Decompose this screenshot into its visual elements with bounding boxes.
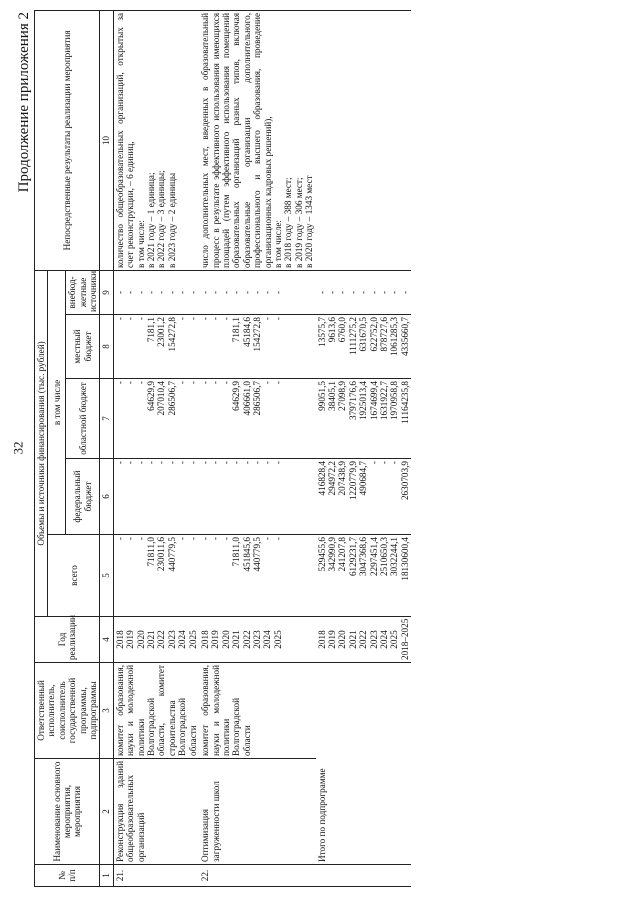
empty-cell <box>316 10 412 270</box>
column-number: 10 <box>100 10 113 270</box>
year-list-value: 2023 <box>166 630 177 649</box>
local-list-value: - <box>187 317 198 321</box>
extrabudget-list-value: - <box>210 290 221 294</box>
extrabudget-list-value: - <box>231 290 242 294</box>
extrabudget-list-value: - <box>368 290 379 294</box>
total-list-value: - <box>125 537 136 541</box>
extrabudget-list-value: - <box>125 290 136 294</box>
table-row <box>113 10 199 886</box>
regional-list-value: 1925013,4 <box>358 381 369 421</box>
total-list-value: - <box>114 537 125 541</box>
result-line: в том числе: <box>272 220 283 268</box>
regional-list-value: 11164235,8 <box>399 381 410 424</box>
appendix-label: Продолжение приложения 2 <box>16 12 32 193</box>
subtotal-label: Итого по подпрограмме <box>316 663 412 865</box>
local-list-value: 9613,6 <box>326 317 337 343</box>
local-list-value: 631670,5 <box>358 317 369 352</box>
header-funding: Объемы и источники финансирования (тыс. рублей) <box>35 270 48 616</box>
year-list-value: 2025 <box>272 630 283 649</box>
column-number: 3 <box>100 663 113 759</box>
result-line: количество общеобразовательных организаций, открытых за счет реконструкции, – 6 единиц, <box>114 12 136 268</box>
column-number-row <box>100 10 113 886</box>
year-list-value: 2025 <box>187 630 198 649</box>
local-list-value: - <box>125 317 136 321</box>
regional-list <box>199 379 315 459</box>
total-list <box>113 535 199 617</box>
total-list-value: 3047368,6 <box>358 537 369 577</box>
result-line: число дополнительных мест, введенных в образовательный процесс в результате эффективного использования имеющихся площадей (путем эффективного использования помещений образовательных организаций разных типов, включая образовательные организации дополнительного, профессионального и высшего образования, проведение организационных кадровых решений), <box>200 12 273 268</box>
extrabudget-list-value: - <box>241 290 252 294</box>
regional-list-value: 207010,4 <box>156 381 167 416</box>
rotated-page <box>10 8 620 893</box>
total-list-value: 6129231,7 <box>347 537 358 577</box>
federal-list-value: - <box>166 461 177 465</box>
total-list-value: 440779,5 <box>166 537 177 572</box>
local-list-value: 878727,6 <box>378 317 389 352</box>
total-list-value: 2510650,3 <box>378 537 389 577</box>
column-number: 1 <box>100 865 113 887</box>
extrabudget-list-value: - <box>177 290 188 294</box>
total-list-value: 529455,6 <box>316 537 327 572</box>
local-list-value: 622752,0 <box>368 317 379 352</box>
extrabudget-list-value: - <box>316 290 327 294</box>
regional-list-value: - <box>262 381 273 385</box>
activity-name: Оптимизация загруженности школ <box>199 759 315 865</box>
federal-list-value: - <box>378 461 389 465</box>
total-list-value: 241207,8 <box>337 537 348 572</box>
funding-table <box>34 10 411 887</box>
total-list-value: - <box>272 537 283 541</box>
total-list-value: - <box>220 537 231 541</box>
regional-list-value: - <box>125 381 136 385</box>
extrabudget-list-value: - <box>378 290 389 294</box>
federal-list-value: 207438,9 <box>337 461 348 496</box>
regional-list-value: - <box>177 381 188 385</box>
extrabudget-list-value: - <box>262 290 273 294</box>
regional-list-value: - <box>187 381 198 385</box>
year-list-value: 2024 <box>378 630 389 649</box>
extrabudget-list <box>199 270 315 314</box>
extrabudget-list <box>316 270 412 314</box>
federal-list-value: 416828,4 <box>316 461 327 496</box>
total-list-value: 71811,0 <box>231 537 242 567</box>
total-list-value: 440779,5 <box>252 537 263 572</box>
federal-list-value: - <box>272 461 283 465</box>
regional-list-value: 64629,9 <box>146 381 157 411</box>
federal-list-value: - <box>114 461 125 465</box>
year-list-value: 2022 <box>358 630 369 649</box>
empty-cell <box>316 865 412 887</box>
local-list <box>113 315 199 379</box>
header-year: Год реализации <box>35 617 100 663</box>
row-number: 21. <box>113 865 199 887</box>
extrabudget-list-value: - <box>252 290 263 294</box>
year-list-value: 2022 <box>241 630 252 649</box>
subtotal-row <box>316 10 412 886</box>
header-results: Непосредственные результаты реализации мероприятия <box>35 10 100 270</box>
federal-list-value: - <box>146 461 157 465</box>
row-number: 22. <box>199 865 315 887</box>
column-number: 4 <box>100 617 113 663</box>
column-number: 9 <box>100 270 113 314</box>
year-list-value: 2022 <box>156 630 167 649</box>
local-list-value: 1061285,3 <box>389 317 400 357</box>
local-list-value: - <box>177 317 188 321</box>
total-list-value: - <box>135 537 146 541</box>
total-list-value: 71811,0 <box>146 537 157 567</box>
total-list-value: - <box>177 537 188 541</box>
regional-list-value: - <box>220 381 231 385</box>
result-line: в том числе: <box>135 220 146 268</box>
extrabudget-list-value: - <box>326 290 337 294</box>
results <box>113 10 199 270</box>
extrabudget-list <box>113 270 199 314</box>
year-list-value: 2023 <box>252 630 263 649</box>
year-list <box>199 617 315 663</box>
result-line: в 2023 году – 2 единицы <box>166 172 177 268</box>
local-list-value: - <box>220 317 231 321</box>
column-number: 8 <box>100 315 113 379</box>
federal-list-value: - <box>368 461 379 465</box>
federal-list-value: - <box>210 461 221 465</box>
year-list-value: 2018 <box>114 630 125 649</box>
total-list-value: - <box>210 537 221 541</box>
federal-list-value: - <box>241 461 252 465</box>
federal-list-value: - <box>262 461 273 465</box>
total-list-value: - <box>262 537 273 541</box>
local-list-value: - <box>200 317 211 321</box>
regional-list <box>316 379 412 459</box>
federal-list-value: 2630703,9 <box>399 461 410 501</box>
extrabudget-list-value: - <box>187 290 198 294</box>
regional-list-value: 1631922,7 <box>378 381 389 421</box>
regional-list-value: 1674699,4 <box>368 381 379 421</box>
result-line: в 2018 году – 388 мест; <box>283 177 294 268</box>
extrabudget-list-value: - <box>200 290 211 294</box>
table-row <box>199 10 315 886</box>
year-list-value: 2018–2025 <box>399 618 410 660</box>
extrabudget-list-value: - <box>399 290 410 294</box>
regional-list-value: 406661,0 <box>241 381 252 416</box>
total-list <box>316 535 412 617</box>
local-list-value: - <box>262 317 273 321</box>
year-list-value: 2019 <box>125 630 136 649</box>
local-list-value: 7181,1 <box>146 317 157 343</box>
federal-list <box>199 459 315 535</box>
federal-list <box>113 459 199 535</box>
regional-list-value: 38405,1 <box>326 381 337 411</box>
local-list-value: - <box>272 317 283 321</box>
federal-list-value: 294972,2 <box>326 461 337 496</box>
extrabudget-list-value: - <box>358 290 369 294</box>
total-list-value: 342990,9 <box>326 537 337 572</box>
header-local: местный бюджет <box>66 315 100 379</box>
federal-list-value: - <box>231 461 242 465</box>
extrabudget-list-value: - <box>156 290 167 294</box>
year-list-value: 2020 <box>337 630 348 649</box>
header-federal: федеральный бюджет <box>66 459 100 535</box>
total-list-value: - <box>200 537 211 541</box>
extrabudget-list-value: - <box>272 290 283 294</box>
federal-list-value: - <box>220 461 231 465</box>
federal-list-value: - <box>135 461 146 465</box>
year-list-value: 2025 <box>389 630 400 649</box>
federal-list-value: - <box>252 461 263 465</box>
regional-list-value: 1970958,8 <box>389 381 400 421</box>
federal-list-value: 490684,7 <box>358 461 369 496</box>
local-list <box>316 315 412 379</box>
header-num: № п/п <box>35 865 100 887</box>
extrabudget-list-value: - <box>337 290 348 294</box>
header-extrabudget: внебюд-жетные источники <box>66 270 100 314</box>
regional-list <box>113 379 199 459</box>
executor: комитет образования, науки и молодежной политики Волгоградской области <box>199 663 315 759</box>
column-number: 7 <box>100 379 113 459</box>
total-list <box>199 535 315 617</box>
results <box>199 10 315 270</box>
local-list-value: 154272,8 <box>166 317 177 352</box>
local-list-value: 23001,2 <box>156 317 167 347</box>
local-list-value: 154272,8 <box>252 317 263 352</box>
extrabudget-list-value: - <box>146 290 157 294</box>
local-list-value: 45184,6 <box>241 317 252 347</box>
header-total: всего <box>48 535 100 617</box>
regional-list-value: 27098,9 <box>337 381 348 411</box>
year-list-value: 2019 <box>210 630 221 649</box>
total-list-value: 230011,6 <box>156 537 167 572</box>
year-list <box>316 617 412 663</box>
total-list-value: 2297451,4 <box>368 537 379 577</box>
federal-list-value: - <box>200 461 211 465</box>
regional-list-value: - <box>272 381 283 385</box>
total-list-value: 451845,6 <box>241 537 252 572</box>
local-list-value: - <box>210 317 221 321</box>
year-list <box>113 617 199 663</box>
header-including: в том числе <box>48 270 66 534</box>
year-list-value: 2018 <box>316 630 327 649</box>
local-list-value: 6760,0 <box>337 317 348 343</box>
activity-name: Реконструкция зданий общеобразовательных организаций <box>113 759 199 865</box>
federal-list-value: - <box>156 461 167 465</box>
year-list-value: 2020 <box>220 630 231 649</box>
page-number: 32 <box>10 441 26 455</box>
total-list-value: 3032244,1 <box>389 537 400 577</box>
total-list-value: - <box>187 537 198 541</box>
federal-list-value: - <box>177 461 188 465</box>
year-list-value: 2019 <box>326 630 337 649</box>
total-list-value: 18130600,4 <box>399 537 410 581</box>
header-executor: Ответственный исполнитель, соисполнитель государственной программы, подпрограммы <box>35 663 100 759</box>
extrabudget-list-value: - <box>389 290 400 294</box>
regional-list-value: - <box>210 381 221 385</box>
federal-list <box>316 459 412 535</box>
result-line: в 2022 году – 3 единицы; <box>156 170 167 268</box>
executor: комитет образования, науки и молодежной политики Волгоградской области, комитет строительства Волгоградской области <box>113 663 199 759</box>
regional-list-value: - <box>114 381 125 385</box>
header-activity: Наименование основного мероприятия, мероприятия <box>35 759 100 865</box>
local-list-value: 1111275,2 <box>347 317 358 356</box>
local-list-value: - <box>114 317 125 321</box>
result-line: в 2020 году – 1343 мест <box>304 175 315 268</box>
federal-list-value: - <box>187 461 198 465</box>
year-list-value: 2024 <box>177 630 188 649</box>
year-list-value: 2018 <box>200 630 211 649</box>
local-list-value: 7181,1 <box>231 317 242 343</box>
regional-list-value: - <box>135 381 146 385</box>
local-list-value: 4335660,7 <box>399 317 410 357</box>
local-list-value: 13575,7 <box>316 317 327 347</box>
year-list-value: 2021 <box>347 630 358 649</box>
regional-list-value: - <box>200 381 211 385</box>
column-number: 6 <box>100 459 113 535</box>
year-list-value: 2021 <box>146 630 157 649</box>
regional-list-value: 286506,7 <box>252 381 263 416</box>
result-line: в 2019 году – 306 мест; <box>293 177 304 268</box>
regional-list-value: 64629,9 <box>231 381 242 411</box>
local-list <box>199 315 315 379</box>
header-regional: областной бюджет <box>66 379 100 459</box>
regional-list-value: 99051,5 <box>316 381 327 411</box>
year-list-value: 2024 <box>262 630 273 649</box>
extrabudget-list-value: - <box>114 290 125 294</box>
extrabudget-list-value: - <box>135 290 146 294</box>
regional-list-value: 3797176,6 <box>347 381 358 421</box>
year-list-value: 2021 <box>231 630 242 649</box>
federal-list-value: 1220779,9 <box>347 461 358 501</box>
federal-list-value: - <box>125 461 136 465</box>
federal-list-value: - <box>389 461 400 465</box>
extrabudget-list-value: - <box>220 290 231 294</box>
regional-list-value: 286506,7 <box>166 381 177 416</box>
local-list-value: - <box>135 317 146 321</box>
year-list-value: 2023 <box>368 630 379 649</box>
column-number: 5 <box>100 535 113 617</box>
column-number: 2 <box>100 759 113 865</box>
year-list-value: 2020 <box>135 630 146 649</box>
extrabudget-list-value: - <box>166 290 177 294</box>
result-line: в 2021 году – 1 единица; <box>146 172 157 268</box>
extrabudget-list-value: - <box>347 290 358 294</box>
